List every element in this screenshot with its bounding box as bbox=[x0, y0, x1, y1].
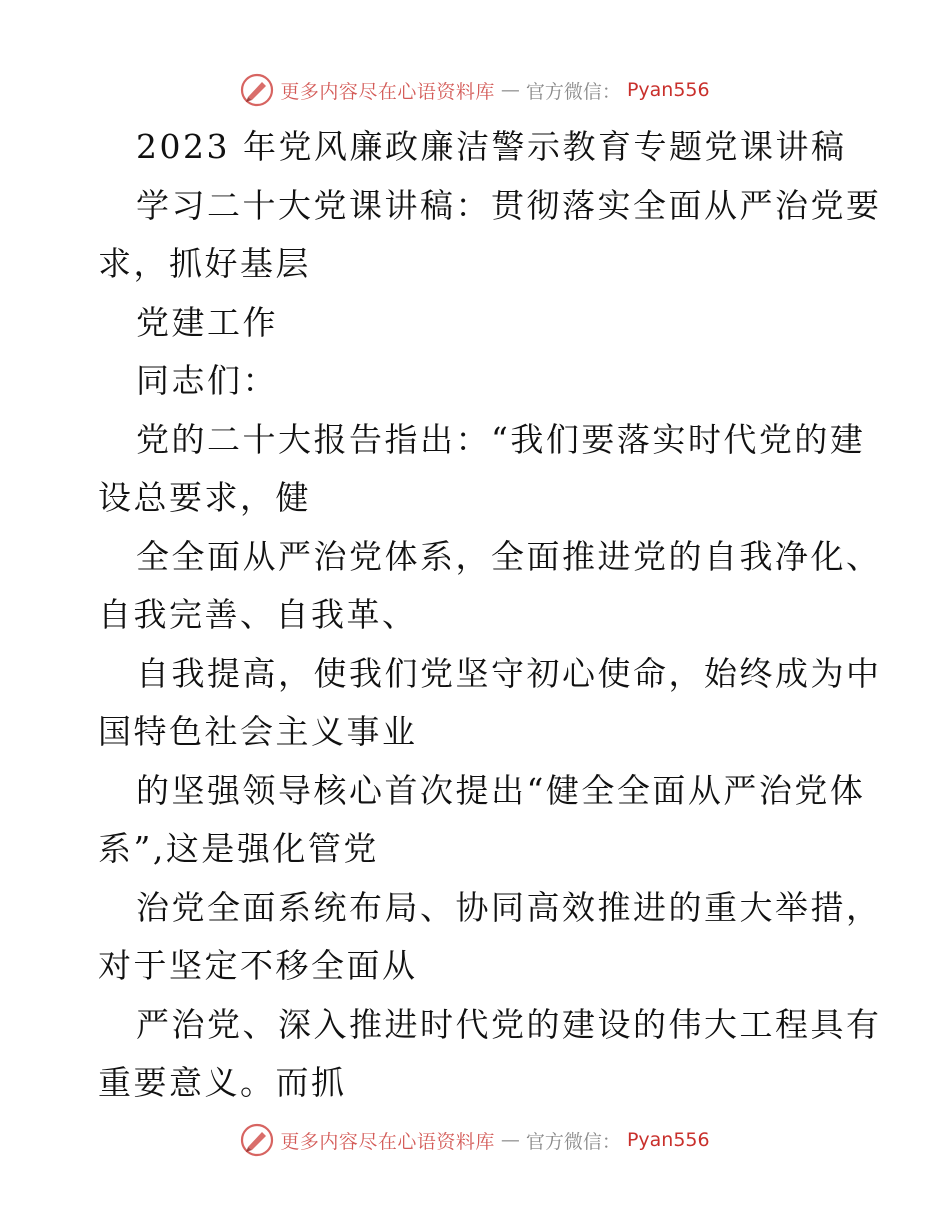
watermark-contact-label: 官方微信： bbox=[525, 1130, 621, 1153]
watermark-dash: — bbox=[500, 1129, 520, 1151]
document-body bbox=[98, 118, 882, 1113]
text-line: 同志们： bbox=[136, 361, 278, 400]
watermark-contact-label: 官方微信： bbox=[525, 80, 621, 103]
text-line: 国特色社会主义事业 bbox=[98, 712, 418, 751]
text-line: 求，抓好基层 bbox=[98, 244, 311, 283]
watermark-dash: — bbox=[500, 79, 520, 101]
text-line: 学习二十大党课讲稿：贯彻落实全面从严治党要 bbox=[136, 185, 882, 225]
watermark-contact-id: Pyan556 bbox=[626, 79, 710, 101]
brand-logo-icon bbox=[240, 1123, 274, 1157]
text-line: 重要意义。而抓 bbox=[98, 1063, 347, 1102]
text-line: 治党全面系统布局、协同高效推进的重大举措， bbox=[136, 887, 882, 927]
text-line: 党建工作 bbox=[136, 302, 278, 342]
text-line: 对于坚定不移全面从 bbox=[98, 946, 418, 985]
text-line: 党的二十大报告指出：“我们要落实时代党的建 bbox=[136, 419, 866, 459]
text-line: 自我完善、自我革、 bbox=[98, 595, 418, 634]
text-line: 的坚强领导核心首次提出“健全全面从严治党体 bbox=[136, 770, 866, 810]
brand-logo-icon bbox=[240, 73, 274, 107]
footer-watermark bbox=[0, 1120, 950, 1160]
text-line: 2023 年党风廉政廉洁警示教育专题党课讲稿 bbox=[136, 127, 847, 166]
text-line: 全全面从严治党体系，全面推进党的自我净化、 bbox=[136, 536, 882, 576]
watermark-brand-text: 更多内容尽在心语资料库 bbox=[280, 1130, 495, 1153]
watermark-contact-id: Pyan556 bbox=[626, 1129, 710, 1151]
text-line: 严治党、深入推进时代党的建设的伟大工程具有 bbox=[136, 1004, 882, 1044]
text-line: 系”,这是强化管党 bbox=[98, 829, 379, 868]
text-line: 自我提高，使我们党坚守初心使命，始终成为中 bbox=[136, 653, 882, 693]
text-line: 设总要求，健 bbox=[98, 478, 311, 517]
watermark-brand-text: 更多内容尽在心语资料库 bbox=[280, 80, 495, 103]
header-watermark bbox=[0, 70, 950, 110]
